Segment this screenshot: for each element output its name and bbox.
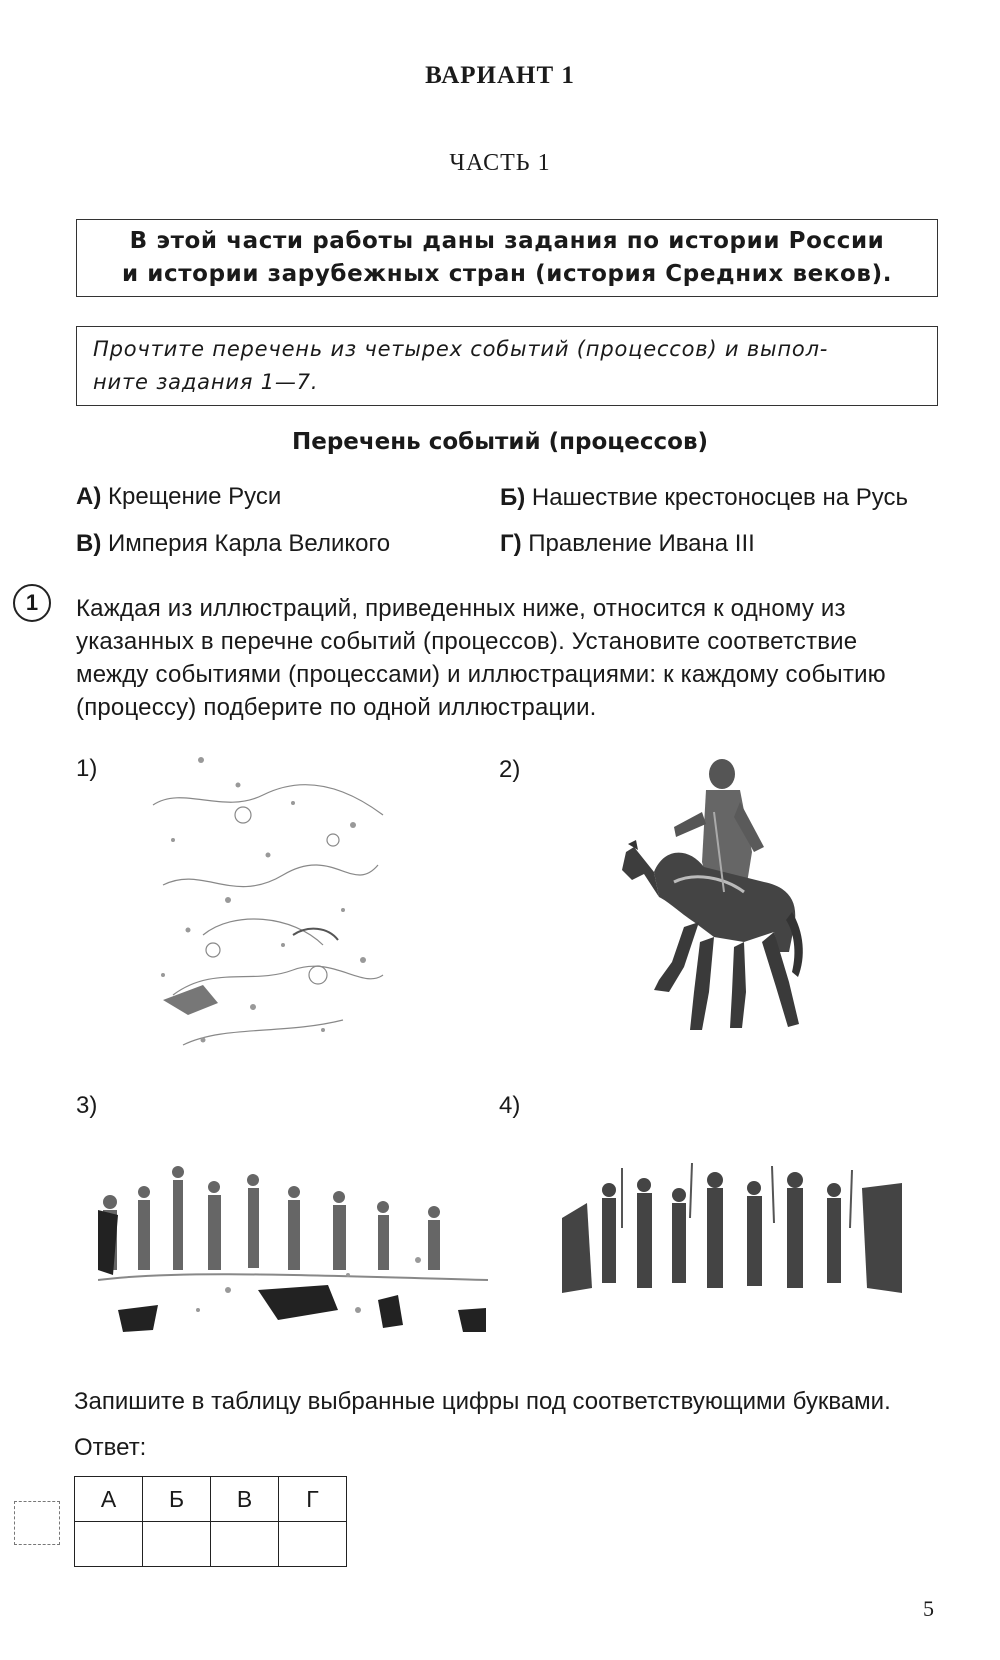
intro-box xyxy=(76,219,938,297)
answer-header-cell: В xyxy=(211,1477,279,1522)
event-text: Крещение Руси xyxy=(108,483,282,510)
question-line: между событиями (процессами) и иллюстрациями: к каждому событию xyxy=(76,661,886,688)
answer-input-cell[interactable] xyxy=(211,1522,279,1567)
illustration-label: 3) xyxy=(76,1092,98,1119)
answer-table-header-row xyxy=(75,1477,347,1522)
equestrian-statue-icon xyxy=(614,752,814,1052)
question-line: указанных в перечне событий (процессов). Установите соответствие xyxy=(76,628,858,655)
score-box xyxy=(14,1501,60,1545)
event-letter: В) xyxy=(76,530,102,557)
intro-line: и истории зарубежных стран (история Средних веков). xyxy=(121,261,893,287)
question-number: 1 xyxy=(13,584,51,622)
event-text: Нашествие крестоносцев на Русь xyxy=(531,484,908,511)
answer-table-input-row xyxy=(75,1522,347,1567)
part-title: ЧАСТЬ 1 xyxy=(449,150,551,176)
illustration-label: 2) xyxy=(499,756,521,783)
instruction-line: ните задания 1—7. xyxy=(93,370,319,394)
answer-input-cell[interactable] xyxy=(75,1522,143,1567)
crowd-scene-icon xyxy=(98,1160,488,1335)
intro-line: В этой части работы даны задания по истории России xyxy=(129,228,885,254)
event-item xyxy=(500,530,755,558)
events-list-title: Перечень событий (процессов) xyxy=(291,429,709,455)
event-item xyxy=(76,530,390,558)
answer-header-cell: Б xyxy=(143,1477,211,1522)
illustration-label: 4) xyxy=(499,1092,521,1119)
illustration-label: 1) xyxy=(76,755,98,782)
event-item xyxy=(500,484,908,512)
answer-header-cell: А xyxy=(75,1477,143,1522)
answer-label: Ответ: xyxy=(74,1434,147,1461)
fresco-scene-icon xyxy=(143,745,393,1060)
event-letter: Г) xyxy=(500,530,522,557)
answer-input-cell[interactable] xyxy=(279,1522,347,1567)
answer-header-cell: Г xyxy=(279,1477,347,1522)
question-text xyxy=(76,592,942,724)
instruction-box xyxy=(76,326,938,406)
answer-input-cell[interactable] xyxy=(143,1522,211,1567)
question-line: (процессу) подберите по одной иллюстрации. xyxy=(76,694,597,721)
event-text: Правление Ивана III xyxy=(528,530,755,557)
event-text: Империя Карла Великого xyxy=(108,530,391,557)
event-item xyxy=(76,483,281,511)
question-line: Каждая из иллюстраций, приведенных ниже, относится к одному из xyxy=(76,595,846,622)
instruction-line: Прочтите перечень из четырех событий (процессов) и выпол- xyxy=(93,337,829,361)
answer-table xyxy=(74,1476,347,1567)
answer-instruction: Запишите в таблицу выбранные цифры под соответствующими буквами. xyxy=(74,1388,891,1415)
variant-title: ВАРИАНТ 1 xyxy=(425,62,575,89)
event-letter: А) xyxy=(76,483,102,510)
page-number: 5 xyxy=(923,1596,934,1621)
warriors-scene-icon xyxy=(562,1158,902,1308)
event-letter: Б) xyxy=(500,484,526,511)
